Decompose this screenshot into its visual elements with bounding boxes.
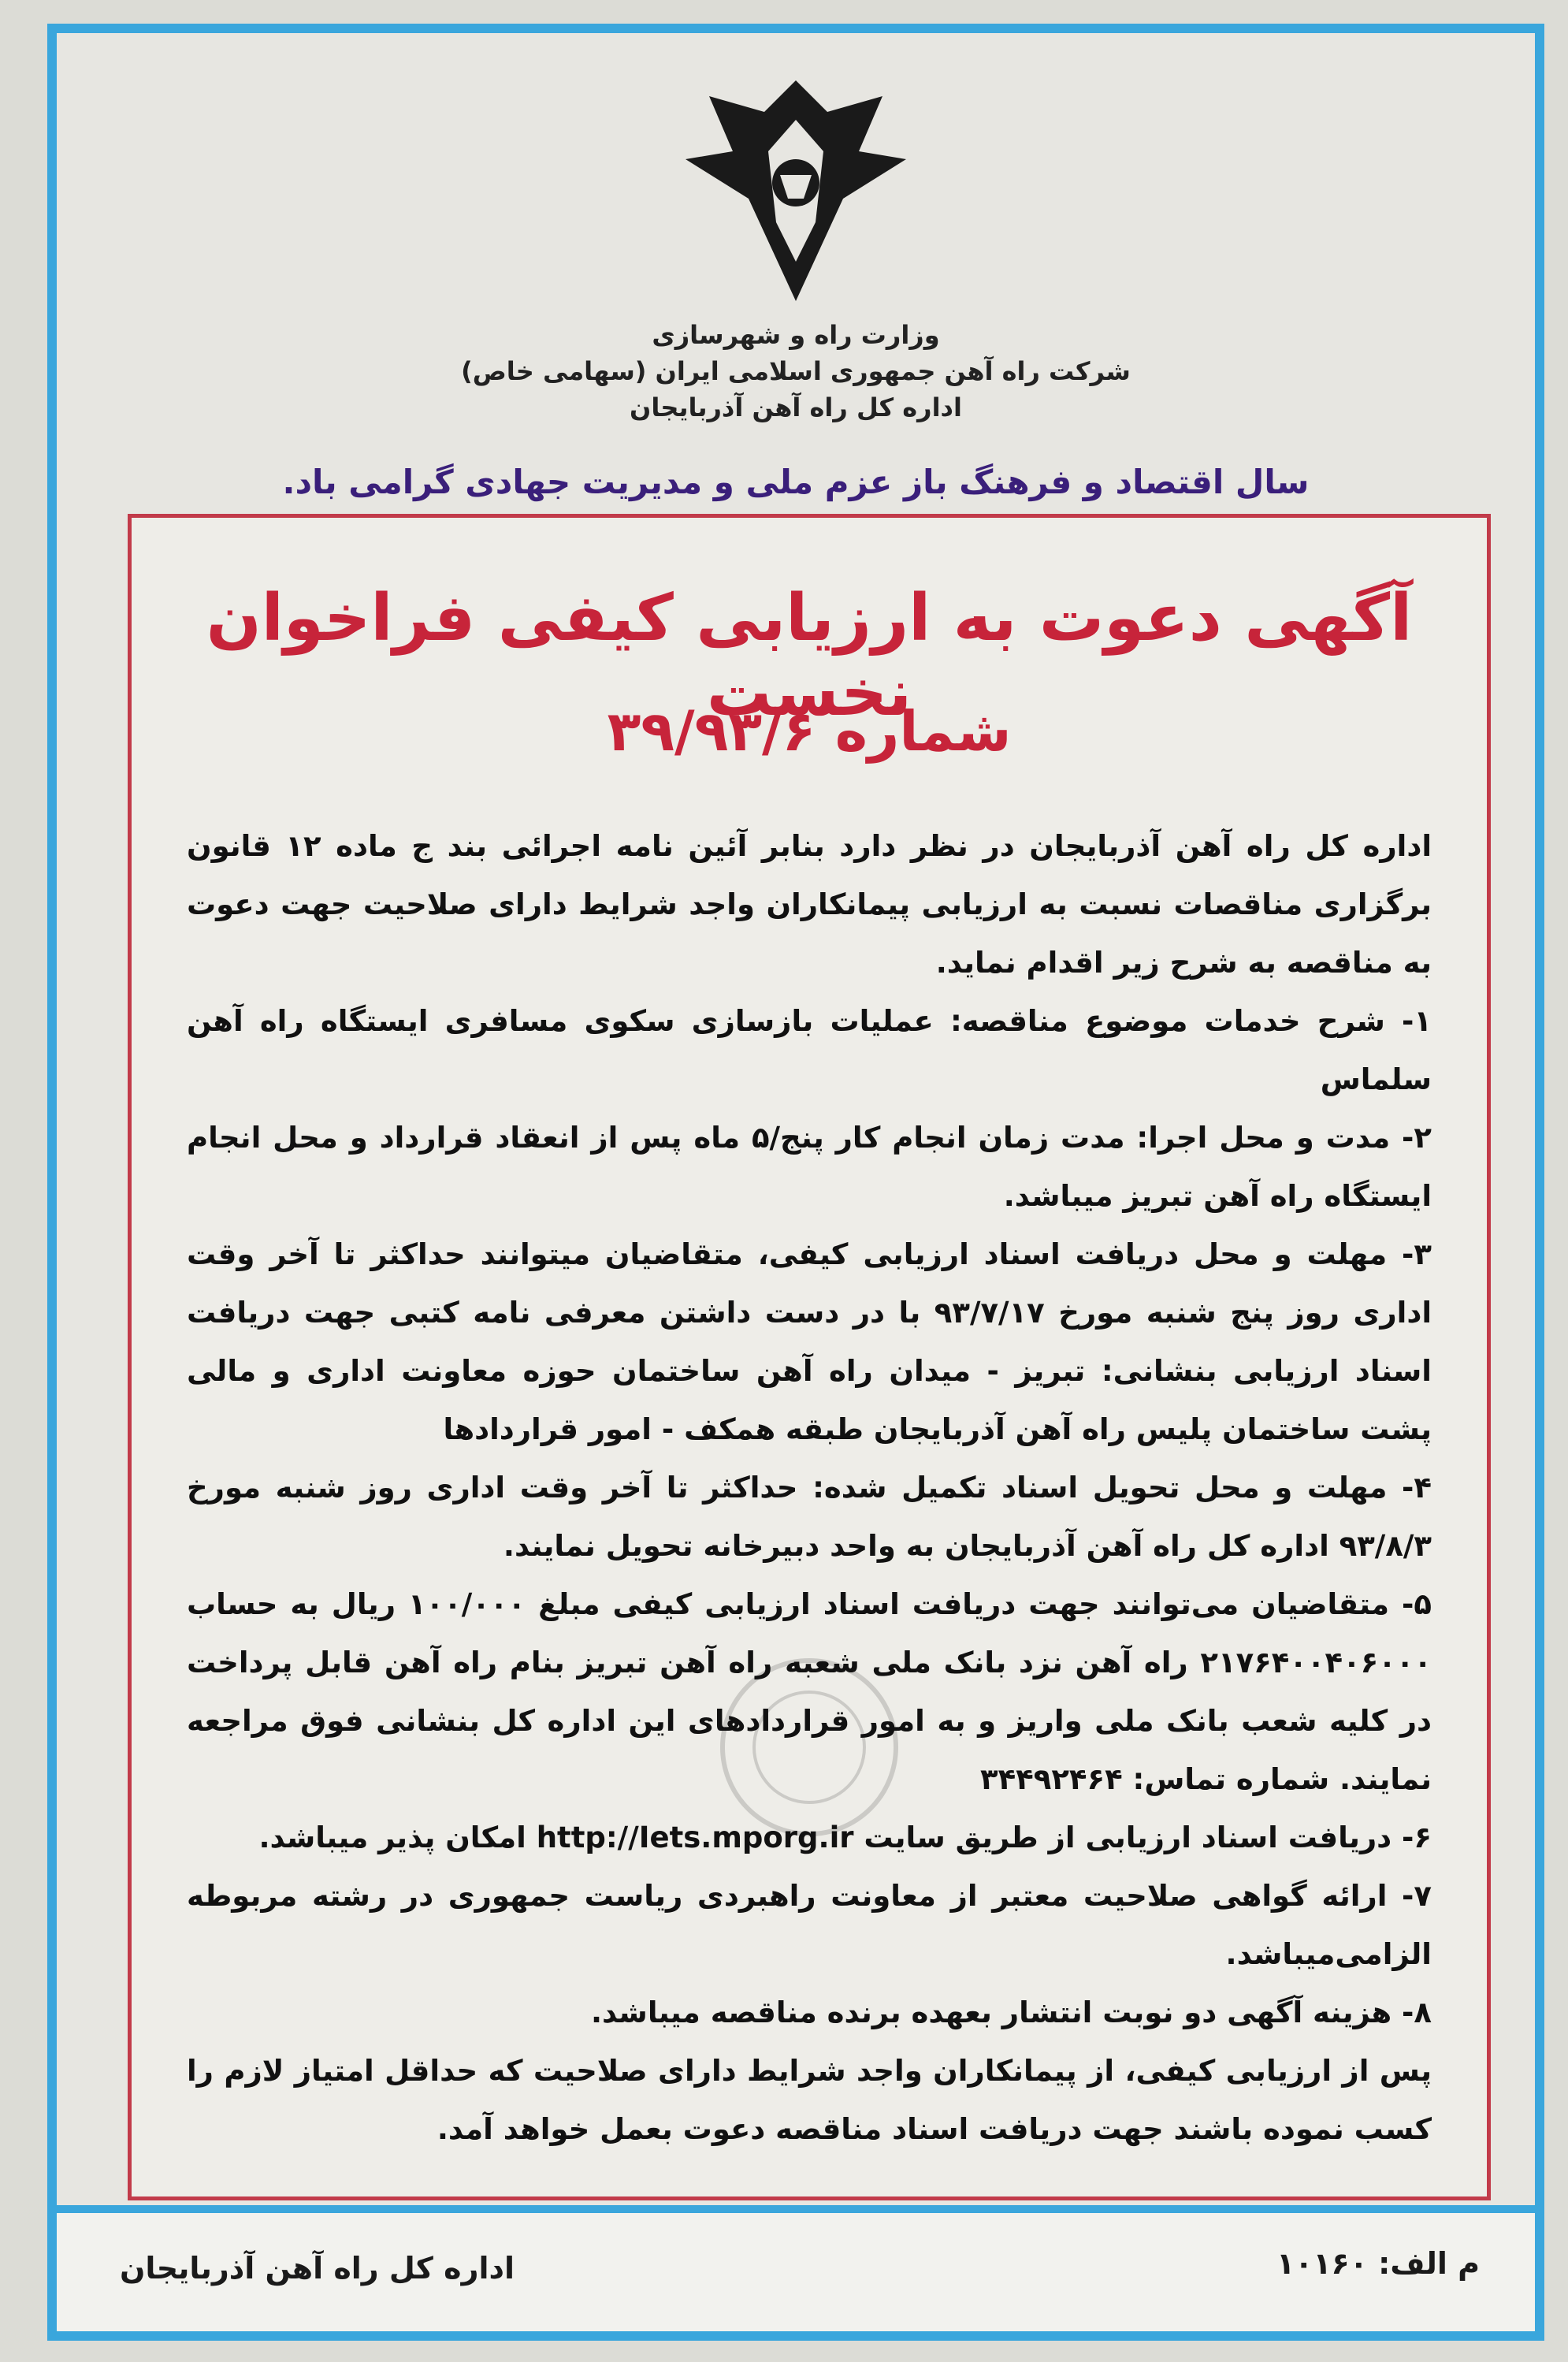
- notice-box: [128, 514, 1491, 2200]
- footer-code: م الف: ۱۰۱۶۰: [1276, 2246, 1480, 2281]
- year-slogan: سال اقتصاد و فرهنگ باز عزم ملی و مدیریت جهادی گرامی باد.: [282, 463, 1310, 501]
- notice-body: [187, 817, 1432, 2159]
- notice-closing: پس از ارزیابی کیفی، از پیمانکاران واجد شرایط دارای صلاحیت که حداقل امتیاز لازم را کسب نموده باشند جهت دریافت اسناد مناقصه دعوت بعمل خواهد آمد.: [187, 2054, 1432, 2146]
- notice-item-1: ۱- شرح خدمات موضوع مناقصه: عملیات بازسازی سکوی مسافری ایستگاه راه آهن سلماس: [187, 1004, 1432, 1096]
- ministry-header: [57, 317, 1535, 426]
- notice-item-6-post: امکان پذیر میباشد.: [258, 1821, 526, 1854]
- footer-department: اداره کل راه آهن آذربایجان: [120, 2251, 515, 2286]
- department-name: اداره کل راه آهن آذربایجان: [630, 392, 962, 422]
- page-frame: [47, 24, 1544, 2341]
- notice-number: شماره ۳۹/۹۳/۶: [607, 699, 1012, 764]
- notice-item-5: ۵- متقاضیان می‌توانند جهت دریافت اسناد ارزیابی کیفی مبلغ ۱۰۰/۰۰۰ ریال به حساب ۲۱۷۶۴۰۰۴۰۶۰۰۰ راه آهن نزد بانک ملی شعبه راه آهن تبریز بنام راه آهن قابل پرداخت در کلیه شعب بانک ملی واریز و به امور قراردادهای این اداره کل بنشانی فوق مراجعه نمایند. شماره تماس: ۳۴۴۹۲۴۶۴: [187, 1587, 1432, 1796]
- notice-item-7: ۷- ارائه گواهی صلاحیت معتبر از معاونت راهبردی ریاست جمهوری در رشته مربوطه الزامی‌میباشد.: [187, 1879, 1432, 1971]
- footer-bar: [57, 2205, 1535, 2331]
- notice-item-6-url[interactable]: http://Iets.mporg.ir: [536, 1821, 854, 1854]
- notice-item-8: ۸- هزینه آگهی دو نوبت انتشار بعهده برنده مناقصه میباشد.: [591, 1996, 1432, 2029]
- notice-title: آگهی دعوت به ارزیابی کیفی فراخوان نخست: [206, 581, 1413, 731]
- notice-intro: اداره کل راه آهن آذربایجان در نظر دارد بنابر آئین نامه اجرائی بند ج ماده ۱۲ قانون برگزاری مناقصات نسبت به ارزیابی پیمانکاران واجد شرایط دارای صلاحیت جهت دعوت به مناقصه به شرح زیر اقدام نماید.: [187, 829, 1432, 980]
- notice-item-2: ۲- مدت و محل اجرا: مدت زمان انجام کار پنج/۵ ماه پس از انعقاد قرارداد و محل انجام ایستگاه راه آهن تبریز میباشد.: [187, 1121, 1432, 1213]
- company-name: شرکت راه آهن جمهوری اسلامی ایران (سهامی خاص): [461, 356, 1131, 386]
- notice-item-4: ۴- مهلت و محل تحویل اسناد تکمیل شده: حداکثر تا آخر وقت اداری روز شنبه مورخ ۹۳/۸/۳ اداره کل راه آهن آذربایجان به واحد دبیرخانه تحویل نمایند.: [187, 1471, 1432, 1563]
- notice-item-3: ۳- مهلت و محل دریافت اسناد ارزیابی کیفی، متقاضیان میتوانند حداکثر تا آخر وقت اداری روز پنج شنبه مورخ ۹۳/۷/۱۷ با در دست داشتن معرفی نامه کتبی جهت دریافت اسناد ارزیابی بنشانی: تبریز - میدان راه آهن ساختمان حوزه معاونت اداری و مالی پشت ساختمان پلیس راه آهن آذربایجان طبقه همکف - امور قراردادها: [187, 1237, 1432, 1446]
- ministry-name: وزارت راه و شهرسازی: [652, 320, 940, 350]
- notice-item-6-pre: ۶- دریافت اسناد ارزیابی از طریق سایت: [864, 1821, 1432, 1854]
- notice-item-6: [187, 1809, 1432, 1867]
- railway-winged-emblem-icon: [670, 65, 922, 309]
